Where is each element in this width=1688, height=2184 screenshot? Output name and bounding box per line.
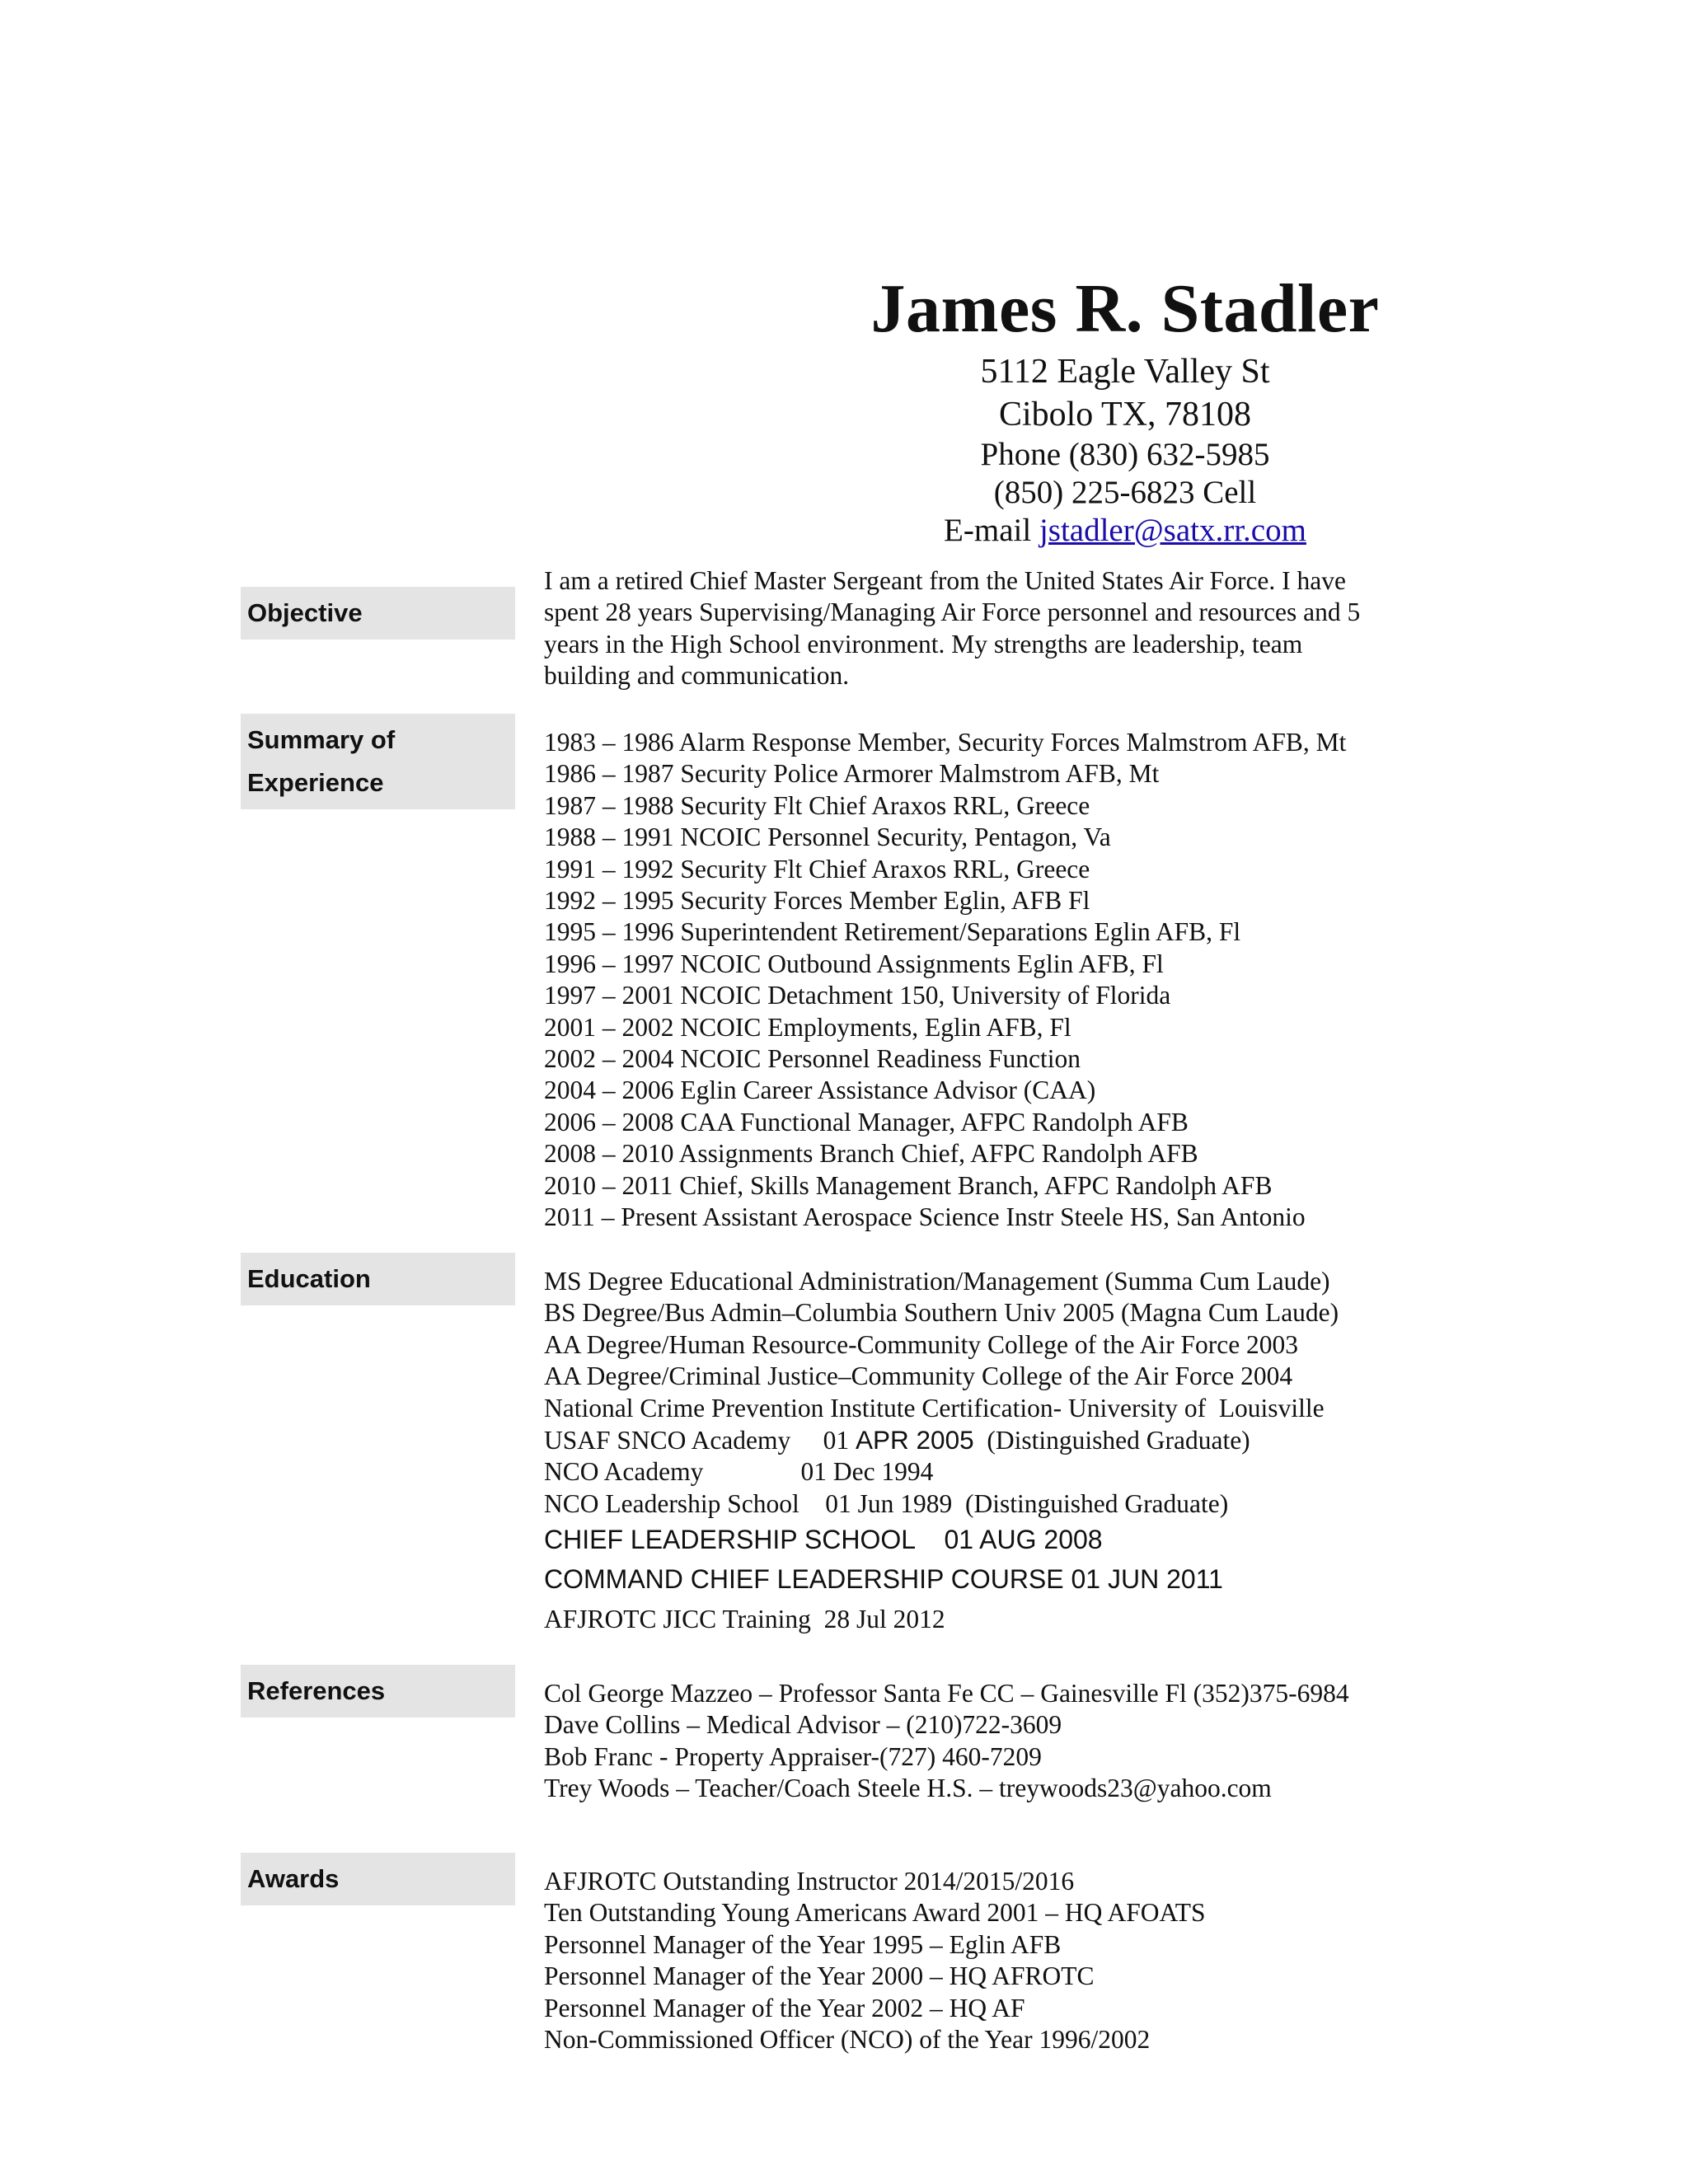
section-label-experience xyxy=(241,714,515,809)
section-label-objective: Objective xyxy=(241,587,515,640)
experience-item: 1992 – 1995 Security Forces Member Eglin, AFB Fl xyxy=(544,886,1090,916)
award-item: Personnel Manager of the Year 2002 – HQ AF xyxy=(544,1993,1025,2022)
snco-date: APR 2005 xyxy=(856,1425,974,1455)
experience-item: 2011 – Present Assistant Aerospace Science Instr Steele HS, San Antonio xyxy=(544,1202,1306,1232)
education-item: BS Degree/Bus Admin–Columbia Southern Univ 2005 (Magna Cum Laude) xyxy=(544,1298,1339,1328)
experience-label-line: Summary of xyxy=(247,725,396,754)
objective-line: years in the High School environment. My strengths are leadership, team xyxy=(544,629,1303,658)
cell-number: (850) 225-6823 Cell xyxy=(993,475,1257,510)
section-label-education: Education xyxy=(241,1253,515,1305)
email-line xyxy=(824,512,1426,550)
experience-item: 2006 – 2008 CAA Functional Manager, AFPC Randolph AFB xyxy=(544,1107,1189,1137)
education-item: AA Degree/Human Resource-Community College of the Air Force 2003 xyxy=(544,1329,1299,1359)
objective-line: building and communication. xyxy=(544,661,850,691)
snco-honor: (Distinguished Graduate) xyxy=(973,1426,1250,1455)
award-item: Non-Commissioned Officer (NCO) of the Year 1996/2002 xyxy=(544,2025,1151,2055)
award-item: AFJROTC Outstanding Instructor 2014/2015/2016 xyxy=(544,1867,1075,1896)
resume-header xyxy=(824,268,1426,550)
education-item: National Crime Prevention Institute Certification- University of Louisville xyxy=(544,1393,1325,1422)
experience-item: 2001 – 2002 NCOIC Employments, Eglin AFB, Fl xyxy=(544,1012,1071,1042)
section-label-references: References xyxy=(241,1665,515,1718)
education-item-afjrotc: AFJROTC JICC Training 28 Jul 2012 xyxy=(544,1605,945,1634)
reference-item: Dave Collins – Medical Advisor – (210)722-3609 xyxy=(544,1710,1062,1740)
candidate-name: James R. Stadler xyxy=(870,270,1380,347)
experience-content xyxy=(544,727,1492,1234)
education-item-command-chief: COMMAND CHIEF LEADERSHIP COURSE 01 JUN 2011 xyxy=(544,1564,1223,1595)
objective-content xyxy=(544,565,1492,692)
reference-item: Bob Franc - Property Appraiser-(727) 460-7209 xyxy=(544,1741,1042,1771)
objective-line: I am a retired Chief Master Sergeant from the United States Air Force. I have xyxy=(544,566,1346,595)
experience-item: 2010 – 2011 Chief, Skills Management Branch, AFPC Randolph AFB xyxy=(544,1170,1273,1200)
experience-item: 1996 – 1997 NCOIC Outbound Assignments Eglin AFB, Fl xyxy=(544,949,1164,978)
reference-item: Trey Woods – Teacher/Coach Steele H.S. – treywoods23@yahoo.com xyxy=(544,1774,1272,1803)
experience-item: 2008 – 2010 Assignments Branch Chief, AFPC Randolph AFB xyxy=(544,1139,1198,1169)
email-label: E-mail xyxy=(944,513,1039,548)
email-link[interactable]: jstadler@satx.rr.com xyxy=(1039,513,1306,548)
references-content xyxy=(544,1678,1492,1805)
education-item-chief-leadership: CHIEF LEADERSHIP SCHOOL 01 AUG 2008 xyxy=(544,1525,1103,1555)
experience-item: 1983 – 1986 Alarm Response Member, Security Forces Malmstrom AFB, Mt xyxy=(544,728,1347,757)
experience-item: 1988 – 1991 NCOIC Personnel Security, Pentagon, Va xyxy=(544,823,1111,852)
education-item-snco xyxy=(544,1424,1492,1456)
award-item: Personnel Manager of the Year 2000 – HQ AFROTC xyxy=(544,1961,1095,1991)
reference-item: Col George Mazzeo – Professor Santa Fe CC – Gainesville Fl (352)375-6984 xyxy=(544,1679,1349,1708)
experience-item: 1991 – 1992 Security Flt Chief Araxos RRL, Greece xyxy=(544,854,1090,883)
experience-item: 1995 – 1996 Superintendent Retirement/Separations Eglin AFB, Fl xyxy=(544,917,1241,947)
award-item: Personnel Manager of the Year 1995 – Eglin AFB xyxy=(544,1929,1062,1959)
experience-item: 1986 – 1987 Security Police Armorer Malmstrom AFB, Mt xyxy=(544,759,1160,789)
award-item: Ten Outstanding Young Americans Award 2001 – HQ AFOATS xyxy=(544,1898,1206,1928)
phone-number: Phone (830) 632-5985 xyxy=(980,437,1270,472)
address-line-2: Cibolo TX, 78108 xyxy=(998,396,1252,434)
education-content xyxy=(544,1266,1492,1640)
experience-item: 2002 – 2004 NCOIC Personnel Readiness Function xyxy=(544,1044,1081,1074)
awards-content xyxy=(544,1866,1492,2055)
experience-item: 1997 – 2001 NCOIC Detachment 150, University of Florida xyxy=(544,981,1171,1010)
address-line-1: 5112 Eagle Valley St xyxy=(980,353,1270,391)
section-label-awards: Awards xyxy=(241,1853,515,1905)
experience-item: 2004 – 2006 Eglin Career Assistance Advisor (CAA) xyxy=(544,1076,1096,1105)
education-item: MS Degree Educational Administration/Management (Summa Cum Laude) xyxy=(544,1267,1330,1296)
experience-item: 1987 – 1988 Security Flt Chief Araxos RRL, Greece xyxy=(544,790,1090,820)
snco-text: USAF SNCO Academy 01 xyxy=(544,1426,856,1455)
education-item: AA Degree/Criminal Justice–Community College of the Air Force 2004 xyxy=(544,1361,1293,1391)
education-item-nco-leadership: NCO Leadership School 01 Jun 1989 (Distinguished Graduate) xyxy=(544,1488,1229,1518)
objective-line: spent 28 years Supervising/Managing Air Force personnel and resources and 5 xyxy=(544,598,1361,627)
education-item-nco-academy: NCO Academy 01 Dec 1994 xyxy=(544,1457,934,1487)
experience-label-line: Experience xyxy=(247,768,384,797)
